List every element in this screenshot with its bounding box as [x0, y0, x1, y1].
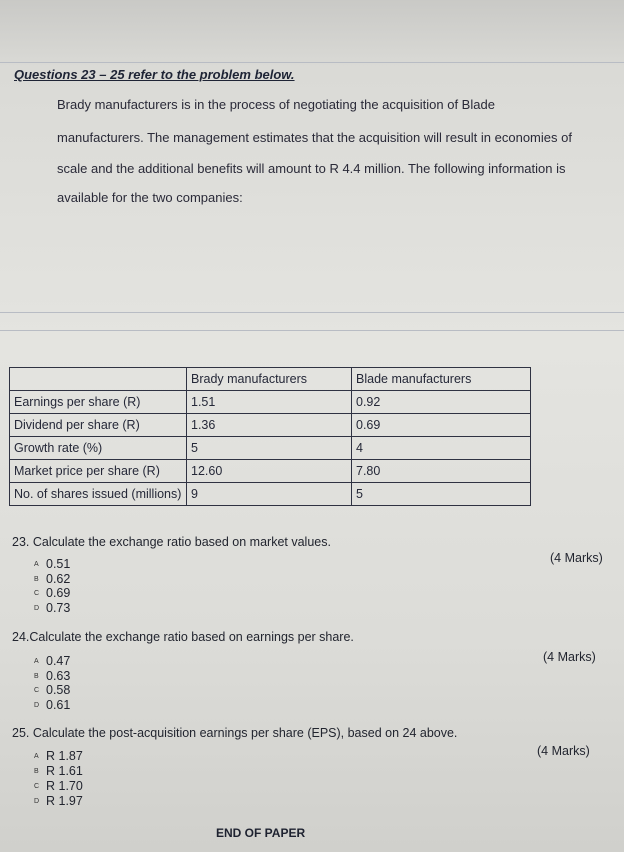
table-row: [10, 460, 531, 483]
brady-value: 12.60: [187, 460, 352, 483]
intro-line-4: available for the two companies:: [57, 190, 243, 205]
table-header-row: [10, 368, 531, 391]
mid-divider-2: [0, 330, 624, 331]
question-25-option-b: B R 1.61: [34, 764, 83, 778]
blade-value: 5: [352, 483, 531, 506]
header-cell: Blade manufacturers: [352, 368, 531, 391]
top-divider: [0, 62, 624, 63]
row-label: Dividend per share (R): [10, 414, 187, 437]
question-23-marks: (4 Marks): [550, 551, 603, 565]
blade-value: 4: [352, 437, 531, 460]
question-24-option-a: A 0.47: [34, 654, 71, 668]
intro-line-3: scale and the additional benefits will amount to R 4.4 million. The following information is: [57, 161, 566, 176]
header-cell: Brady manufacturers: [187, 368, 352, 391]
table-row: [10, 437, 531, 460]
question-23-text: 23. Calculate the exchange ratio based on market values.: [12, 535, 331, 549]
question-24-option-c: C 0.58: [34, 683, 71, 697]
row-label: Growth rate (%): [10, 437, 187, 460]
row-label: Earnings per share (R): [10, 391, 187, 414]
brady-value: 9: [187, 483, 352, 506]
question-25-option-a: A R 1.87: [34, 749, 83, 763]
blade-value: 0.92: [352, 391, 531, 414]
mid-divider: [0, 312, 624, 313]
question-23-option-b: B 0.62: [34, 572, 71, 586]
intro-line-2: manufacturers. The management estimates that the acquisition will result in economies of: [57, 130, 572, 145]
brady-value: 5: [187, 437, 352, 460]
question-24-text: 24.Calculate the exchange ratio based on earnings per share.: [12, 630, 354, 644]
row-label: Market price per share (R): [10, 460, 187, 483]
header-cell: [10, 368, 187, 391]
question-23-option-c: C 0.69: [34, 586, 71, 600]
section-heading: Questions 23 – 25 refer to the problem below.: [14, 67, 295, 82]
table-row: [10, 391, 531, 414]
end-of-paper: END OF PAPER: [216, 826, 306, 840]
brady-value: 1.51: [187, 391, 352, 414]
table-row: [10, 483, 531, 506]
question-25-option-d: D R 1.97: [34, 794, 83, 808]
question-24-option-d: D 0.61: [34, 698, 71, 712]
brady-value: 1.36: [187, 414, 352, 437]
row-label: No. of shares issued (millions): [10, 483, 187, 506]
table-row: [10, 414, 531, 437]
question-23-option-d: D 0.73: [34, 601, 71, 615]
company-data-table: [9, 367, 531, 506]
question-24-marks: (4 Marks): [543, 650, 596, 664]
question-25-marks: (4 Marks): [537, 744, 590, 758]
question-25-option-c: C R 1.70: [34, 779, 83, 793]
intro-line-1: Brady manufacturers is in the process of negotiating the acquisition of Blade: [57, 97, 495, 112]
question-23-option-a: A 0.51: [34, 557, 71, 571]
question-24-option-b: B 0.63: [34, 669, 71, 683]
question-25-text: 25. Calculate the post-acquisition earnings per share (EPS), based on 24 above.: [12, 726, 458, 740]
blade-value: 7.80: [352, 460, 531, 483]
blade-value: 0.69: [352, 414, 531, 437]
